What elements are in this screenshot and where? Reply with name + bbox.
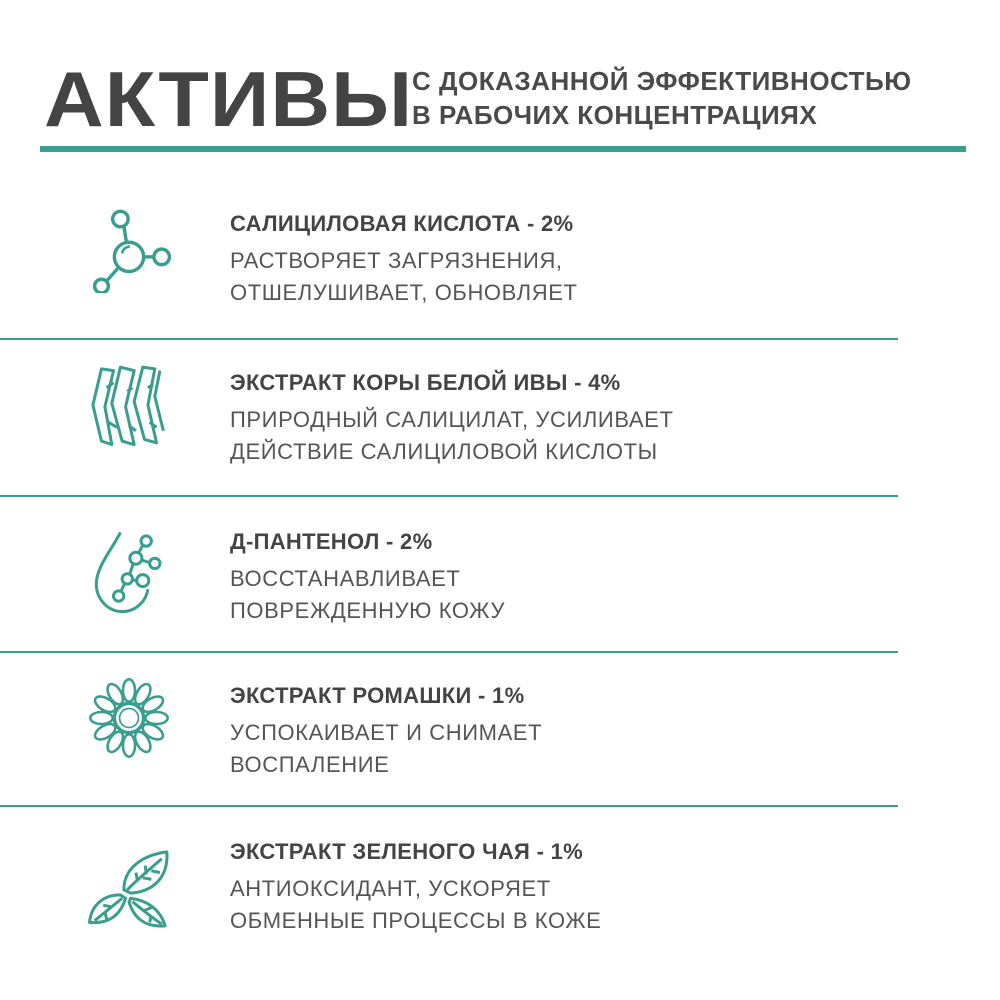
item-description: [230, 404, 673, 468]
item-description-line-1: ПРИРОДНЫЙ САЛИЦИЛАТ, УСИЛИВАЕТ: [230, 407, 674, 432]
molecule-icon: [86, 207, 172, 293]
item-title: ЭКСТРАКТ РОМАШКИ - 1%: [230, 683, 525, 708]
item-description-line-1: УСПОКАИВАЕТ И СНИМАЕТ: [230, 720, 543, 745]
item-title: Д-ПАНТЕНОЛ - 2%: [230, 529, 433, 554]
item-description-line-1: АНТИОКСИДАНТ, УСКОРЯЕТ: [230, 876, 551, 901]
item-description-line-2: ОТШЕЛУШИВАЕТ, ОБНОВЛЯЕТ: [230, 280, 578, 305]
chamomile-icon: [86, 675, 172, 761]
bark-icon: [86, 362, 172, 448]
subtitle-line-2: В РАБОЧИХ КОНЦЕНТРАЦИЯХ: [412, 100, 818, 130]
item-description: [230, 245, 578, 309]
drop-molecule-icon: [86, 529, 172, 615]
item-description: [230, 873, 601, 937]
item-description: [230, 717, 542, 781]
active-item-salicylic-acid: [0, 185, 1000, 340]
subtitle-line-1: С ДОКАЗАННОЙ ЭФФЕКТИВНОСТЬЮ: [412, 66, 912, 96]
page-title: АКТИВЫ: [44, 55, 414, 143]
item-description-line-2: ОБМЕННЫЕ ПРОЦЕССЫ В КОЖЕ: [230, 908, 602, 933]
tea-leaves-icon: [86, 845, 172, 931]
item-title: ЭКСТРАКТ КОРЫ БЕЛОЙ ИВЫ - 4%: [230, 370, 621, 395]
item-description-line-1: ВОССТАНАВЛИВАЕТ: [230, 566, 461, 591]
item-description-line-2: ПОВРЕЖДЕННУЮ КОЖУ: [230, 598, 506, 623]
page-subtitle: [412, 64, 912, 132]
item-description: [230, 563, 505, 627]
item-description-line-2: ДЕЙСТВИЕ САЛИЦИЛОВОЙ КИСЛОТЫ: [230, 439, 658, 464]
item-description-line-1: РАСТВОРЯЕТ ЗАГРЯЗНЕНИЯ,: [230, 248, 563, 273]
active-item-d-panthenol: [0, 497, 1000, 652]
active-item-chamomile: [0, 653, 1000, 808]
item-title: САЛИЦИЛОВАЯ КИСЛОТА - 2%: [230, 211, 574, 236]
active-item-willow-bark: [0, 340, 1000, 495]
header: [40, 52, 970, 152]
item-title: ЭКСТРАКТ ЗЕЛЕНОГО ЧАЯ - 1%: [230, 839, 583, 864]
item-description-line-2: ВОСПАЛЕНИЕ: [230, 752, 390, 777]
header-underline: [40, 146, 966, 152]
active-item-green-tea: [0, 807, 1000, 962]
